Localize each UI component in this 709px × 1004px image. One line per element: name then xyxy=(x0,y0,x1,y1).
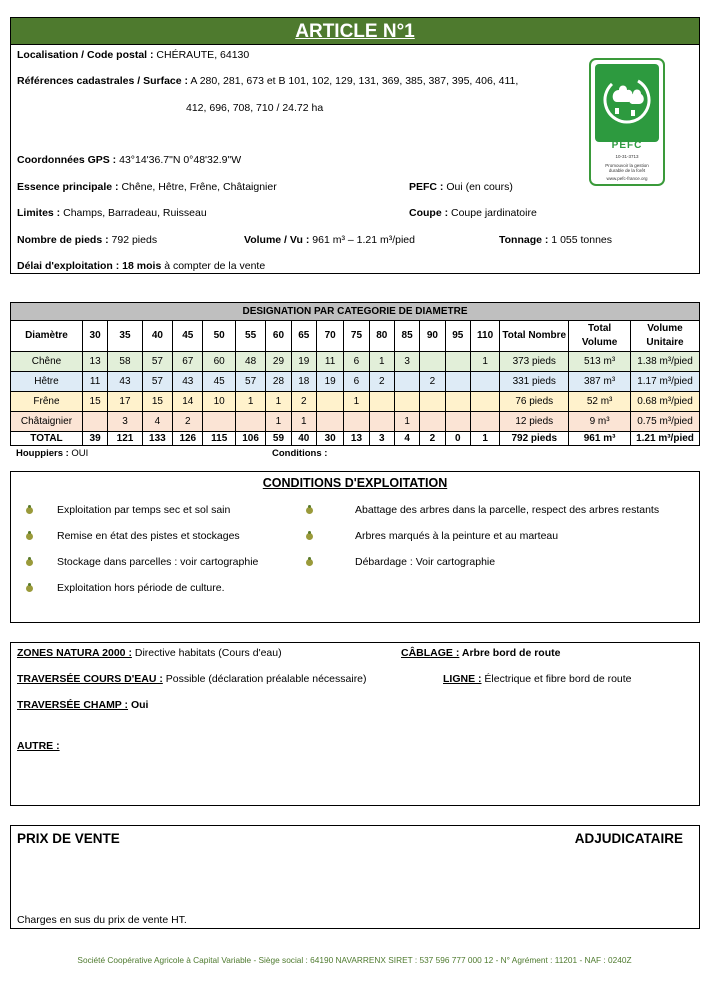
pefc-trees-icon xyxy=(595,64,659,142)
diameter-table xyxy=(10,302,700,446)
table-header-cell: 90 xyxy=(420,321,445,352)
table-cell xyxy=(420,392,445,412)
table-cell: 15 xyxy=(142,392,172,412)
total-cell: 1.21 m³/pied xyxy=(631,432,700,446)
condition-item: Remise en état des pistes et stockages xyxy=(57,530,240,542)
table-cell xyxy=(82,412,107,432)
table-header-cell: 45 xyxy=(173,321,203,352)
table-cell: 67 xyxy=(173,352,203,372)
leaf-bullet-icon xyxy=(25,558,34,567)
table-total-row xyxy=(11,432,700,446)
conditions-title: CONDITIONS D'EXPLOITATION xyxy=(262,476,448,490)
condition-item: Abattage des arbres dans la parcelle, respect des arbres restants xyxy=(355,504,660,516)
table-cell: 1 xyxy=(266,412,291,432)
charges-note: Charges en sus du prix de vente HT. xyxy=(17,914,187,926)
pefc-logo xyxy=(589,58,665,186)
pefc-logo-tagline-2: durable de la forêt xyxy=(608,168,646,173)
footer: Société Coopérative Agricole à Capital Variable - Siège social : 64190 NAVARRENX SIRET : 537 596 777 000 12 - N° Agrément : 11201 - NAF : 0240Z xyxy=(77,955,632,965)
table-cell: 28 xyxy=(266,372,291,392)
article-title: ARTICLE N°1 xyxy=(11,18,699,45)
table-cell: 15 xyxy=(82,392,107,412)
table-cell: 11 xyxy=(82,372,107,392)
table-cell: 2 xyxy=(369,372,394,392)
table-cell xyxy=(235,412,265,432)
zones-panel xyxy=(10,642,700,806)
table-cell: 1.38 m³/pied xyxy=(631,352,700,372)
table-header-cell: 85 xyxy=(394,321,419,352)
table-cell: 57 xyxy=(142,352,172,372)
natura-line: ZONES NATURA 2000 : Directive habitats (Cours d'eau) xyxy=(17,647,282,659)
leaf-bullet-icon xyxy=(305,532,314,541)
table-header-cell: 50 xyxy=(203,321,235,352)
table-cell: 1 xyxy=(470,352,499,372)
total-cell: 4 xyxy=(394,432,419,446)
table-header-cell: 35 xyxy=(108,321,142,352)
table-cell xyxy=(316,392,343,412)
table-cell: 1 xyxy=(344,392,369,412)
table-header-cell: 40 xyxy=(142,321,172,352)
table-cell: 0.68 m³/pied xyxy=(631,392,700,412)
row-label: Hêtre xyxy=(11,372,83,392)
table-cell xyxy=(203,412,235,432)
table-cell xyxy=(394,372,419,392)
autre-line: AUTRE : xyxy=(17,740,60,752)
table-header-cell: 110 xyxy=(470,321,499,352)
gps-line: Coordonnées GPS : 43°14'36.7"N 0°48'32.9"W xyxy=(17,154,242,166)
table-header-cell: 60 xyxy=(266,321,291,352)
total-cell: 0 xyxy=(445,432,470,446)
table-header-cell: Volume Unitaire xyxy=(631,321,700,352)
table-cell: 48 xyxy=(235,352,265,372)
total-cell: 59 xyxy=(266,432,291,446)
condition-item: Arbres marqués à la peinture et au marteau xyxy=(355,530,559,542)
references-line-2: 412, 696, 708, 710 / 24.72 ha xyxy=(186,102,324,114)
table-cell xyxy=(445,392,470,412)
cours-eau-line: TRAVERSÉE COURS D'EAU : Possible (déclaration préalable nécessaire) xyxy=(17,673,367,685)
table-cell xyxy=(394,392,419,412)
delai-line: Délai d'exploitation : 18 mois à compter de la vente xyxy=(17,260,266,272)
champ-line: TRAVERSÉE CHAMP : Oui xyxy=(17,699,149,711)
table-header-cell: 80 xyxy=(369,321,394,352)
table-cell: 17 xyxy=(108,392,142,412)
table-row xyxy=(11,392,700,412)
volume-line: Volume / Vu : 961 m³ – 1.21 m³/pied xyxy=(244,234,415,246)
table-header-cell: 65 xyxy=(291,321,316,352)
table-cell: 14 xyxy=(173,392,203,412)
table-cell: 29 xyxy=(266,352,291,372)
table-cell: 387 m³ xyxy=(569,372,631,392)
table-cell: 13 xyxy=(82,352,107,372)
table-cell xyxy=(445,372,470,392)
prix-panel xyxy=(10,825,700,929)
ligne-line: LIGNE : Électrique et fibre bord de route xyxy=(443,673,632,685)
table-cell: 57 xyxy=(235,372,265,392)
leaf-bullet-icon xyxy=(25,506,34,515)
leaf-bullet-icon xyxy=(305,558,314,567)
table-cell: 76 pieds xyxy=(500,392,569,412)
table-header-cell: 55 xyxy=(235,321,265,352)
table-cell: 1 xyxy=(291,412,316,432)
table-cell xyxy=(445,352,470,372)
conditions-panel xyxy=(10,471,700,623)
row-label: Frêne xyxy=(11,392,83,412)
condition-item: Exploitation par temps sec et sol sain xyxy=(57,504,231,516)
table-cell xyxy=(470,372,499,392)
total-cell: 792 pieds xyxy=(500,432,569,446)
table-cell: 52 m³ xyxy=(569,392,631,412)
table-cell: 11 xyxy=(316,352,343,372)
condition-item: Débardage : Voir cartographie xyxy=(355,556,496,568)
table-header-cell: 75 xyxy=(344,321,369,352)
table-header-cell: Total Volume xyxy=(569,321,631,352)
table-cell xyxy=(316,412,343,432)
table-cell: 1 xyxy=(235,392,265,412)
table-cell xyxy=(344,412,369,432)
table-header-cell: 30 xyxy=(82,321,107,352)
total-cell: 133 xyxy=(142,432,172,446)
table-cell: 2 xyxy=(173,412,203,432)
table-cell: 6 xyxy=(344,372,369,392)
table-cell: 19 xyxy=(316,372,343,392)
total-cell: 39 xyxy=(82,432,107,446)
total-cell: 2 xyxy=(420,432,445,446)
table-row xyxy=(11,352,700,372)
leaf-bullet-icon xyxy=(25,584,34,593)
pefc-logo-tagline-1: Promouvoir la gestion xyxy=(605,163,649,168)
table-cell: 513 m³ xyxy=(569,352,631,372)
row-label: Chêne xyxy=(11,352,83,372)
table-header-cell: 70 xyxy=(316,321,343,352)
table-cell xyxy=(470,412,499,432)
leaf-bullet-icon xyxy=(305,506,314,515)
limites-line: Limites : Champs, Barradeau, Ruisseau xyxy=(17,207,207,219)
conditions-label: Conditions : xyxy=(272,448,328,459)
article-panel xyxy=(10,17,700,274)
table-cell: 9 m³ xyxy=(569,412,631,432)
leaf-bullet-icon xyxy=(25,532,34,541)
table-cell: 3 xyxy=(394,352,419,372)
table-cell: 2 xyxy=(420,372,445,392)
table-cell: 57 xyxy=(142,372,172,392)
table-cell: 18 xyxy=(291,372,316,392)
table-cell: 1 xyxy=(369,352,394,372)
table-cell xyxy=(420,352,445,372)
pefc-logo-code: 10-31-3713 xyxy=(615,154,639,159)
houppiers-line: Houppiers : OUI xyxy=(16,448,89,459)
table-row xyxy=(11,372,700,392)
table-cell xyxy=(369,412,394,432)
table-cell: 0.75 m³/pied xyxy=(631,412,700,432)
localisation-line: Localisation / Code postal : CHÉRAUTE, 64130 xyxy=(17,49,250,61)
total-cell: 40 xyxy=(291,432,316,446)
table-cell xyxy=(369,392,394,412)
total-label: TOTAL xyxy=(11,432,83,446)
table-cell: 58 xyxy=(108,352,142,372)
condition-item: Exploitation hors période de culture. xyxy=(57,582,225,594)
total-cell: 3 xyxy=(369,432,394,446)
table-cell: 6 xyxy=(344,352,369,372)
table-caption: DESIGNATION PAR CATEGORIE DE DIAMETRE xyxy=(11,303,700,321)
row-label: Châtaignier xyxy=(11,412,83,432)
table-header-cell: Diamètre xyxy=(11,321,83,352)
total-cell: 1 xyxy=(470,432,499,446)
prix-de-vente-label: PRIX DE VENTE xyxy=(17,831,120,846)
total-cell: 106 xyxy=(235,432,265,446)
essence-line: Essence principale : Chêne, Hêtre, Frêne, Châtaignier xyxy=(17,181,277,193)
table-cell xyxy=(470,392,499,412)
tonnage-line: Tonnage : 1 055 tonnes xyxy=(499,234,613,246)
total-cell: 126 xyxy=(173,432,203,446)
pefc-logo-name: PEFC xyxy=(611,140,643,151)
table-cell: 373 pieds xyxy=(500,352,569,372)
references-line: Références cadastrales / Surface : A 280, 281, 673 et B 101, 102, 129, 131, 369, 385, 387, 395, 406, 411, xyxy=(17,75,519,87)
table-cell xyxy=(420,412,445,432)
adjudicataire-label: ADJUDICATAIRE xyxy=(574,831,683,846)
condition-item: Stockage dans parcelles : voir cartographie xyxy=(57,556,259,568)
table-cell: 3 xyxy=(108,412,142,432)
table-cell: 4 xyxy=(142,412,172,432)
table-cell: 43 xyxy=(173,372,203,392)
table-cell: 2 xyxy=(291,392,316,412)
table-cell: 19 xyxy=(291,352,316,372)
total-cell: 13 xyxy=(344,432,369,446)
total-cell: 121 xyxy=(108,432,142,446)
table-header-cell: 95 xyxy=(445,321,470,352)
coupe-line: Coupe : Coupe jardinatoire xyxy=(409,207,537,219)
cablage-line: CÂBLAGE : Arbre bord de route xyxy=(401,647,561,659)
total-cell: 115 xyxy=(203,432,235,446)
table-header-cell: Total Nombre xyxy=(500,321,569,352)
table-cell: 60 xyxy=(203,352,235,372)
pefc-line: PEFC : Oui (en cours) xyxy=(409,181,513,193)
total-cell: 30 xyxy=(316,432,343,446)
table-row xyxy=(11,412,700,432)
table-header-row xyxy=(11,321,700,352)
table-cell: 1 xyxy=(266,392,291,412)
table-cell: 1.17 m³/pied xyxy=(631,372,700,392)
table-cell xyxy=(445,412,470,432)
table-cell: 331 pieds xyxy=(500,372,569,392)
table-cell: 45 xyxy=(203,372,235,392)
pefc-logo-url: www.pefc-france.org xyxy=(606,176,648,181)
table-cell: 12 pieds xyxy=(500,412,569,432)
table-cell: 10 xyxy=(203,392,235,412)
table-cell: 1 xyxy=(394,412,419,432)
pieds-line: Nombre de pieds : 792 pieds xyxy=(17,234,158,246)
total-cell: 961 m³ xyxy=(569,432,631,446)
table-cell: 43 xyxy=(108,372,142,392)
